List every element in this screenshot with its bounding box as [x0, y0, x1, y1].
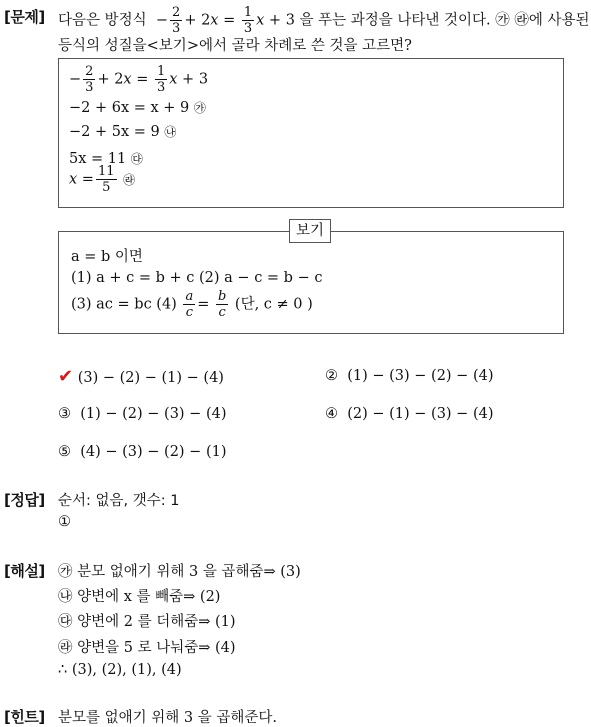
explanation-line-3: ㉰ 양변에 2 를 더해줌⇒ (1): [58, 614, 236, 630]
step-line-1: − $\frac{2}{3}$ + 2x = $\frac{1}{3}$ x + 3: [69, 64, 209, 95]
question-text-line1: 다음은 방정식 − $\frac{2}{3}$ + 2x = $\frac{1}{3}$ x + 3 을 푸는 과정을 나타낸 것이다. ㉮ ㉱에 사용된: [58, 5, 590, 36]
step-line-5: x = $\frac{11}{5}$ ㉱: [69, 164, 136, 195]
solution-steps-box: [58, 58, 564, 208]
step-line-3: −2 + 5x = 9 ㉯: [69, 124, 177, 140]
choice-1[interactable]: ✔ (3) − (2) − (1) − (4): [58, 366, 224, 387]
choice-2[interactable]: ② (1) − (3) − (2) − (4): [325, 368, 494, 384]
fraction-2-3: $\frac{2}{3}$: [172, 5, 181, 36]
mark-da: ㉰: [130, 152, 143, 166]
choice-3[interactable]: ③ (1) − (2) − (3) − (4): [58, 406, 227, 422]
hint-label: [힌트]: [4, 708, 45, 726]
step-line-4: 5x = 11 ㉰: [69, 151, 143, 167]
check-icon: ✔: [58, 366, 74, 387]
answer-label: [정답]: [4, 491, 45, 509]
step-line-2: −2 + 6x = x + 9 ㉮: [69, 100, 206, 116]
bogi-line-1: a = b 이면: [71, 249, 143, 265]
explanation-line-4: ㉱ 양변을 5 로 나눠줌⇒ (4): [58, 640, 236, 656]
fraction-1-3: $\frac{1}{3}$: [243, 5, 253, 36]
mark-ga: ㉮: [193, 101, 206, 115]
bogi-title: 보기: [289, 219, 331, 243]
bogi-line-2: (1) a + c = b + c (2) a − c = b − c: [71, 270, 323, 286]
choice-5[interactable]: ⑤ (4) − (3) − (2) − (1): [58, 444, 227, 460]
question-text-part2: 을 푸는 과정을 나타낸 것이다.: [299, 12, 491, 29]
mark-a: ㉮: [495, 12, 510, 29]
mark-d: ㉱: [514, 12, 529, 29]
choice-4[interactable]: ④ (2) − (1) − (3) − (4): [325, 406, 494, 422]
explanation-line-2: ㉯ 양변에 x 를 빼줌⇒ (2): [58, 589, 221, 605]
bogi-line-3: (3) ac = bc (4) $\frac{a}{c}$ = $\frac{b}{c}$ (단, c ≠ 0 ): [71, 289, 313, 320]
hint-text: 분모를 없애기 위해 3 을 곱해준다.: [58, 710, 277, 726]
question-text-part3: 에 사용된: [528, 12, 590, 29]
explanation-line-1: ㉮ 분모 없애기 위해 3 을 곱해줌⇒ (3): [58, 564, 301, 580]
mark-ra: ㉱: [123, 172, 136, 187]
question-text-part1: 다음은 방정식: [58, 12, 147, 29]
explanation-label: [해설]: [4, 562, 45, 580]
answer-info: 순서: 없음, 갯수: 1: [58, 493, 180, 509]
bogi-box: [58, 231, 564, 334]
mark-na: ㉯: [164, 125, 177, 139]
explanation-conclusion: ∴ (3), (2), (1), (4): [58, 662, 182, 678]
answer-value: ①: [58, 514, 71, 530]
question-label: [문제]: [4, 8, 45, 26]
question-text-line2: 등식의 성질을<보기>에서 골라 차례로 쓴 것을 고르면?: [58, 38, 412, 54]
